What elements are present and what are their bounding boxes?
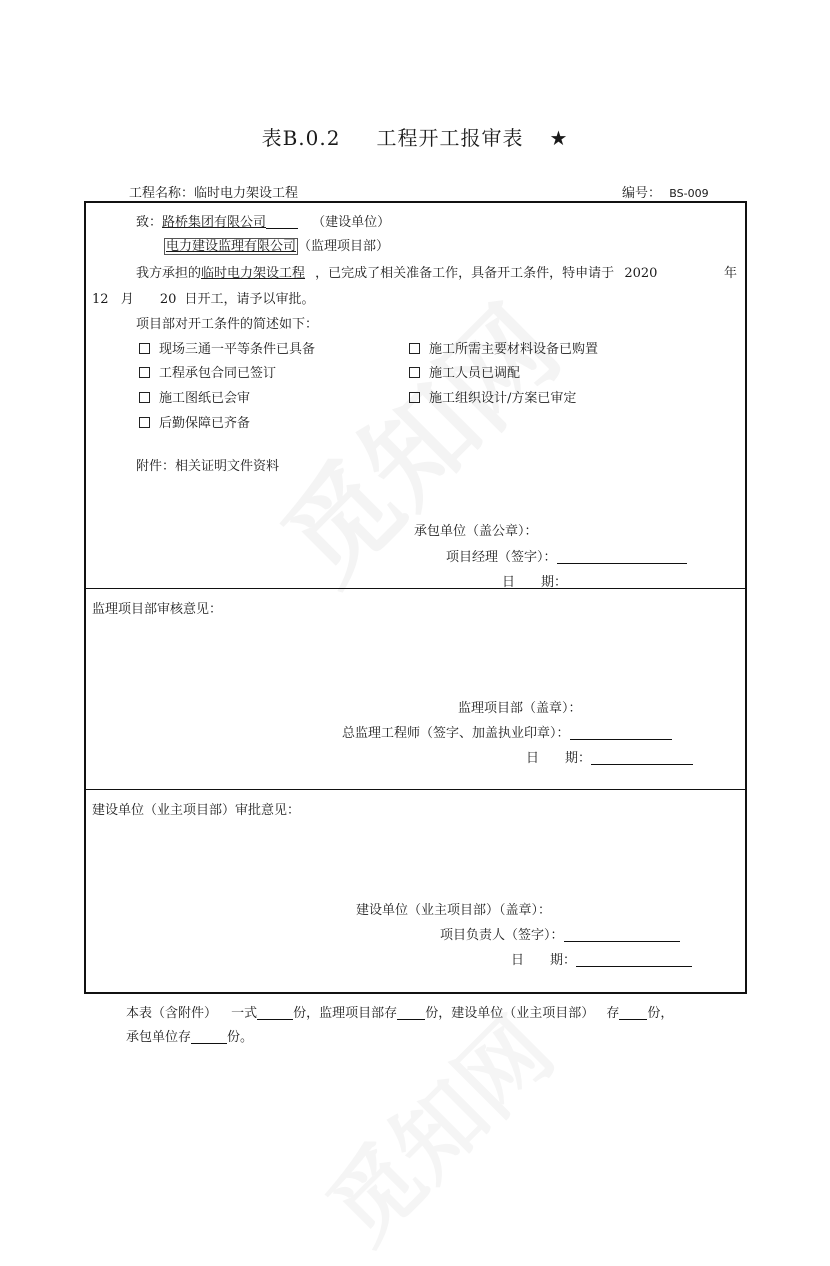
supervision-seal-label: 监理项目部（盖章）： [458, 701, 582, 716]
owner-date-row: 日 期： [511, 949, 692, 968]
contractor-date-field[interactable] [567, 588, 701, 589]
attachment-note: 附件：相关证明文件资料 [136, 459, 280, 474]
watermark-bottom [294, 984, 577, 1266]
to-label: 致： [136, 215, 163, 230]
supervision-heading: 监理项目部审核意见： [92, 602, 223, 617]
project-name: 临时电力架设工程 [194, 186, 299, 201]
condition-checkbox-1[interactable]: 现场三通一平等条件已具备 [139, 338, 315, 357]
star-icon: ★ [549, 126, 569, 150]
year-unit: 年 [724, 266, 738, 281]
underline [266, 228, 298, 229]
condition-checkbox-6[interactable]: 施工组织设计/方案已审定 [409, 387, 576, 406]
condition-checkbox-5[interactable]: 施工图纸已会审 [139, 387, 250, 406]
checkbox-icon[interactable] [409, 343, 420, 354]
contractor-seal-label: 承包单位（盖公章）： [414, 524, 538, 539]
form-number-row [622, 182, 709, 201]
manager-signature-field[interactable] [557, 563, 687, 564]
condition-checkbox-4[interactable]: 施工人员已调配 [409, 362, 520, 381]
checkbox-icon[interactable] [139, 343, 150, 354]
supervision-date-field[interactable] [591, 764, 693, 765]
request-line-1: 我方承担的临时电力架设工程 ，已完成了相关准备工作，具备开工条件，特申请于 2020 [136, 266, 658, 281]
request-project: 临时电力架设工程 [201, 266, 306, 281]
project-leader-row: 项目负责人（签字）： [440, 924, 680, 943]
start-year: 2020 [624, 266, 658, 281]
copies-supervision-field[interactable] [397, 1019, 425, 1020]
number-label: 编号： [622, 186, 662, 201]
condition-checkbox-7[interactable]: 后勤保障已齐备 [139, 412, 250, 431]
checkbox-icon[interactable] [139, 392, 150, 403]
number-value: BS-009 [669, 187, 709, 200]
copies-contractor-field[interactable] [191, 1043, 227, 1044]
owner-company: 路桥集团有限公司 [162, 215, 267, 230]
owner-approval-heading: 建设单位（业主项目部）审批意见： [92, 803, 301, 818]
conditions-intro: 项目部对开工条件的简述如下： [136, 317, 319, 332]
copies-owner-field[interactable] [619, 1019, 647, 1020]
project-name-row [129, 182, 298, 201]
supervision-date-row: 日 期： [526, 747, 693, 766]
start-month: 12 [92, 292, 109, 307]
chief-engineer-row: 总监理工程师（签字、加盖执业印章）： [342, 722, 672, 741]
copies-note-line-2: 承包单位存 份。 [126, 1030, 254, 1045]
copies-note-line-1: 本表（含附件） 一式 份，监理项目部存 份，建设单位（业主项目部） 存 份， [126, 1006, 674, 1021]
addressee-row [136, 211, 390, 230]
condition-checkbox-2[interactable]: 施工所需主要材料设备已购置 [409, 338, 598, 357]
copies-total-field[interactable] [257, 1019, 293, 1020]
form-code: 表B.0.2 [261, 126, 341, 150]
checkbox-icon[interactable] [139, 367, 150, 378]
owner-role: （建设单位） [312, 215, 391, 230]
chief-engineer-signature-field[interactable] [570, 739, 672, 740]
checkbox-icon[interactable] [409, 392, 420, 403]
manager-sign-row: 项目经理（签字）： [446, 546, 687, 565]
project-label: 工程名称： [129, 186, 195, 201]
section-divider-2 [84, 789, 747, 790]
supervisor-row [164, 235, 389, 254]
request-line-2: 12 月 20 日开工，请予以审批。 [92, 292, 315, 307]
supervisor-company: 电力建设监理有限公司 [166, 239, 297, 254]
owner-date-field[interactable] [576, 966, 692, 967]
contractor-date-row: 日 期： [502, 571, 701, 590]
owner-seal-label: 建设单位（业主项目部）（盖章）： [356, 903, 552, 918]
checkbox-icon[interactable] [409, 367, 420, 378]
condition-checkbox-3[interactable]: 工程承包合同已签订 [139, 362, 276, 381]
project-leader-signature-field[interactable] [564, 941, 680, 942]
supervisor-role: （监理项目部） [298, 239, 390, 254]
page-title [0, 122, 830, 151]
checkbox-icon[interactable] [139, 417, 150, 428]
start-day: 20 [159, 292, 177, 307]
form-title: 工程开工报审表 [376, 126, 524, 150]
